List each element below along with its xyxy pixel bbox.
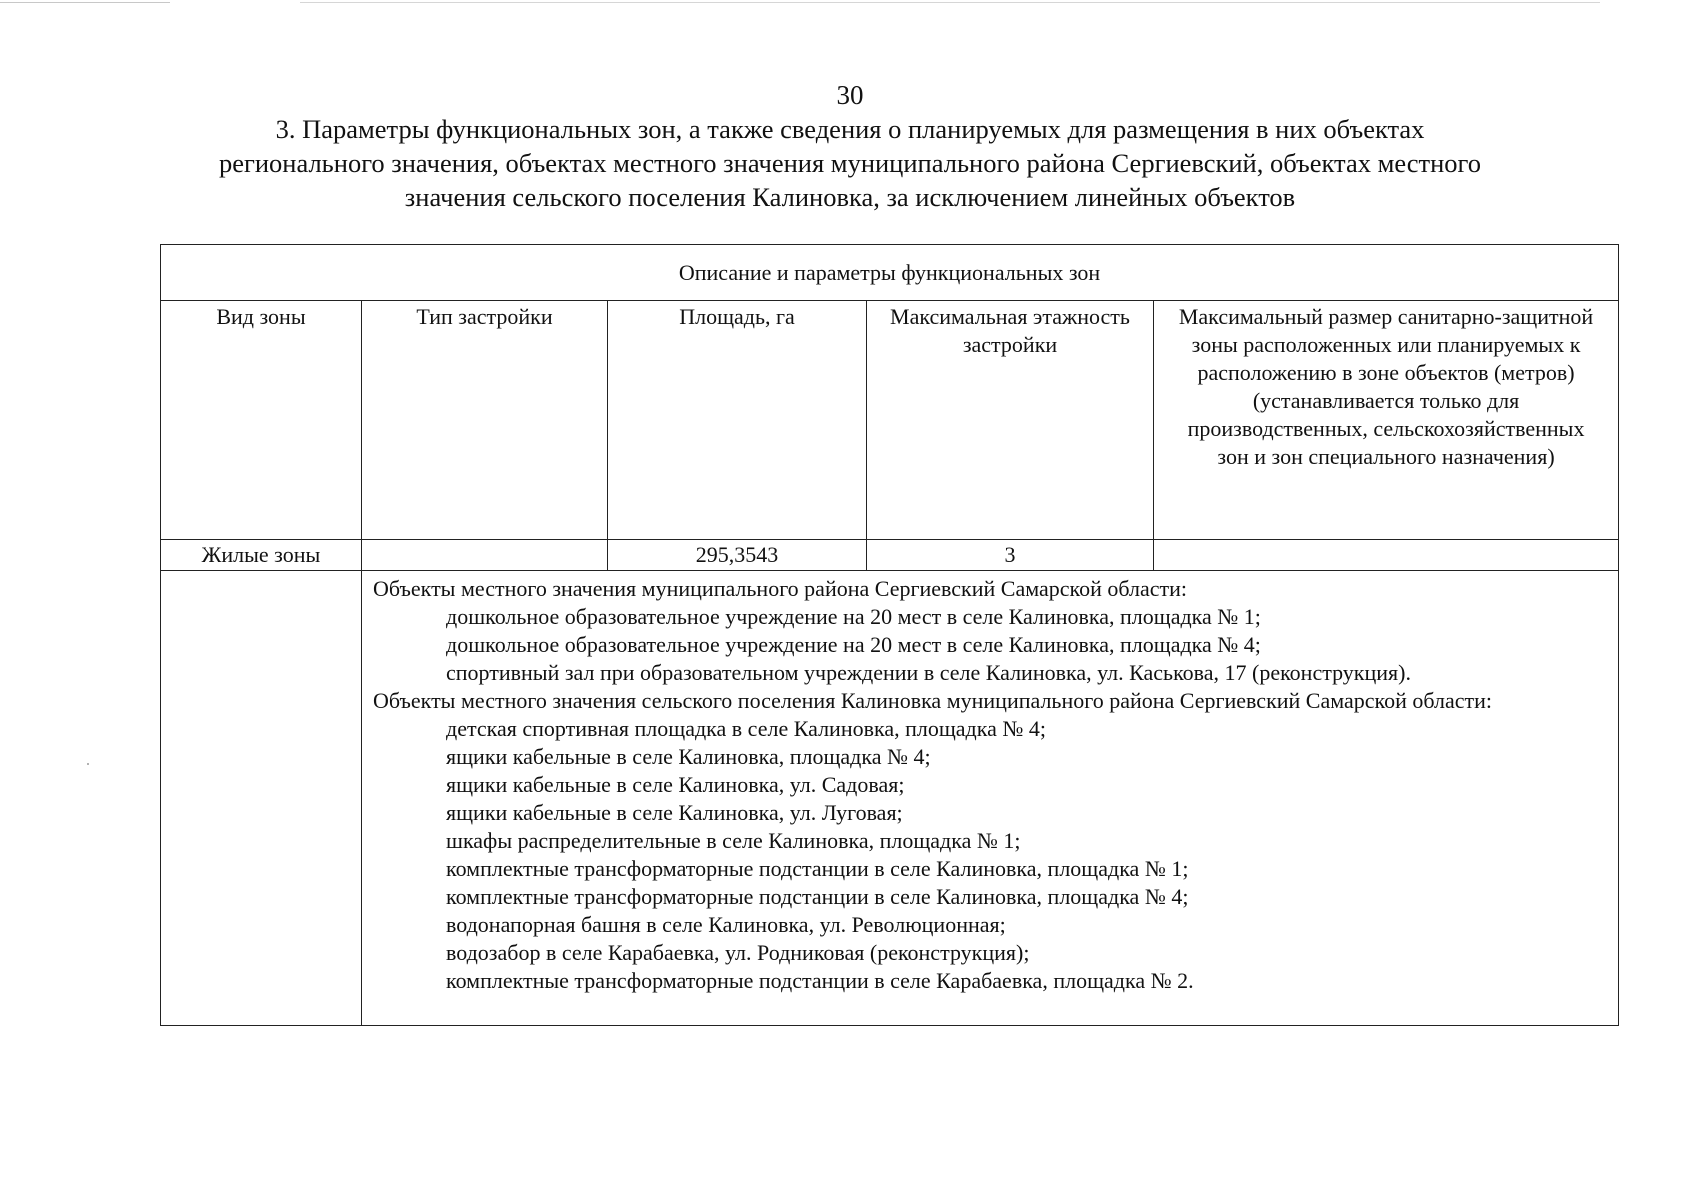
objects-row	[161, 571, 1619, 1026]
functional-zones-table	[160, 244, 1619, 1026]
table-caption-row	[161, 245, 1619, 301]
header-max-floors: Максимальная этажность застройки	[867, 301, 1154, 540]
list-item: ящики кабельные в селе Калиновка, ул. Луговая;	[446, 800, 903, 825]
header-zone-type: Вид зоны	[161, 301, 362, 540]
scan-speck	[87, 763, 89, 765]
cell-area: 295,3543	[608, 540, 867, 571]
title-line: значения сельского поселения Калиновка, за исключением линейных объектов	[404, 182, 1296, 212]
header-building-type: Тип застройки	[362, 301, 608, 540]
table-header-row	[161, 301, 1619, 540]
cell-building-type	[362, 540, 608, 571]
title-line: регионального значения, объектах местного значения муниципального района Сергиевский, объектах местного	[218, 148, 1482, 178]
scan-edge-line	[300, 2, 1600, 3]
list-item: комплектные трансформаторные подстанции в селе Карабаевка, площадка № 2.	[446, 968, 1194, 993]
list-item: ящики кабельные в селе Калиновка, площадка № 4;	[446, 744, 931, 769]
table-caption: Описание и параметры функциональных зон	[161, 245, 1619, 301]
planned-objects-cell	[362, 571, 1619, 1026]
title-line: 3. Параметры функциональных зон, а также сведения о планируемых для размещения в них объектах	[275, 114, 1425, 144]
municipal-objects-header: Объекты местного значения муниципального района Сергиевский Самарской области:	[373, 576, 1188, 601]
settlement-objects-header: Объекты местного значения сельского поселения Калиновка муниципального района Сергиевский Самарской области:	[373, 688, 1493, 713]
list-item: водозабор в селе Карабаевка, ул. Родниковая (реконструкция);	[446, 940, 1030, 965]
list-item: спортивный зал при образовательном учреждении в селе Калиновка, ул. Каськова, 17 (реконструкция).	[446, 660, 1411, 685]
page-number: 30	[836, 80, 864, 110]
list-item: комплектные трансформаторные подстанции в селе Калиновка, площадка № 1;	[446, 856, 1189, 881]
list-item: шкафы распределительные в селе Калиновка, площадка № 1;	[446, 828, 1021, 853]
scan-edge-line	[0, 2, 170, 3]
header-area: Площадь, га	[608, 301, 867, 540]
header-sanitary-zone: Максимальный размер санитарно-защитной зоны расположенных или планируемых к расположению в зоне объектов (метров) (устанавливается только для производственных, сельскохозяйственных зон и зон специального назначения)	[1154, 301, 1619, 540]
document-title	[180, 112, 1520, 214]
list-item: дошкольное образовательное учреждение на 20 мест в селе Калиновка, площадка № 4;	[446, 632, 1261, 657]
list-item: ящики кабельные в селе Калиновка, ул. Садовая;	[446, 772, 905, 797]
list-item: дошкольное образовательное учреждение на 20 мест в селе Калиновка, площадка № 1;	[446, 604, 1261, 629]
cell-zone-type: Жилые зоны	[161, 540, 362, 571]
objects-empty-cell	[161, 571, 362, 1026]
list-item: детская спортивная площадка в селе Калиновка, площадка № 4;	[446, 716, 1046, 741]
cell-sanitary-zone	[1154, 540, 1619, 571]
list-item: водонапорная башня в селе Калиновка, ул. Революционная;	[446, 912, 1006, 937]
cell-max-floors: 3	[867, 540, 1154, 571]
table-row	[161, 540, 1619, 571]
list-item: комплектные трансформаторные подстанции в селе Калиновка, площадка № 4;	[446, 884, 1189, 909]
